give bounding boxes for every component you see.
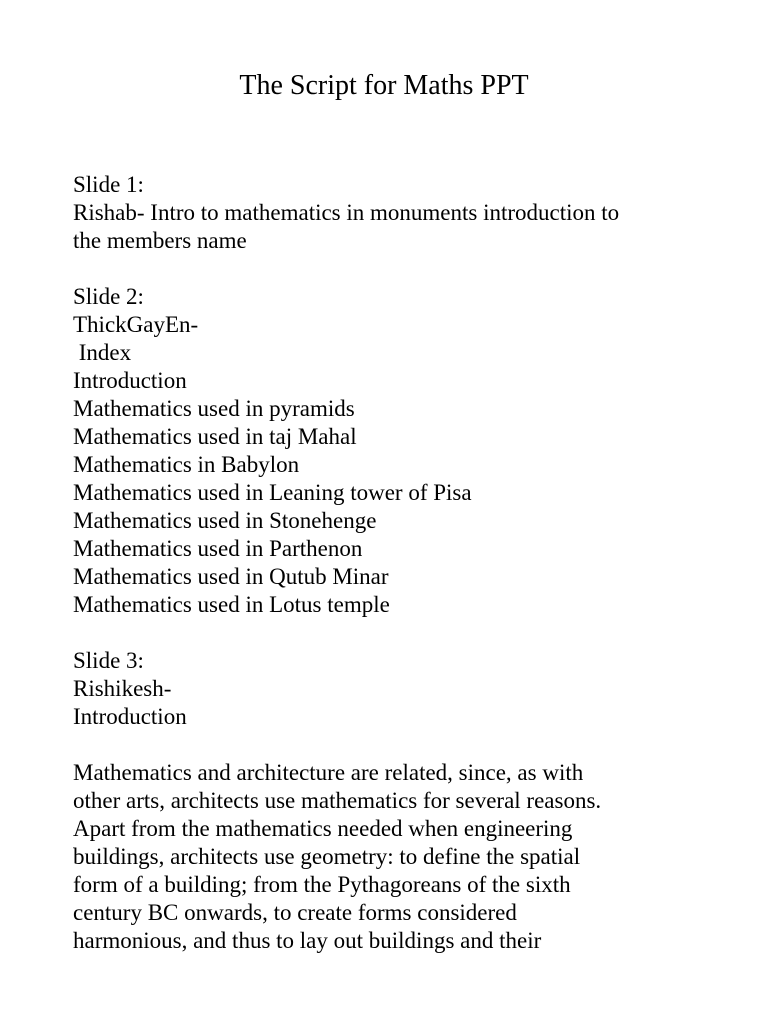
index-list-item: Mathematics used in pyramids	[73, 396, 355, 421]
paragraph-line: form of a building; from the Pythagoreans of the sixth	[73, 872, 571, 897]
paragraph-line: other arts, architects use mathematics for several reasons.	[73, 788, 602, 813]
slide-1-text-line: Rishab- Intro to mathematics in monuments introduction to	[73, 200, 620, 225]
index-list-item: Mathematics used in Parthenon	[73, 536, 363, 561]
slide-2-presenter: ThickGayEn-	[73, 312, 199, 337]
index-list-item: Mathematics used in Lotus temple	[73, 592, 390, 617]
index-list-item: Mathematics used in Qutub Minar	[73, 564, 389, 589]
blank-line	[73, 619, 713, 647]
slide-1-heading: Slide 1:	[73, 172, 144, 197]
blank-line	[73, 731, 713, 759]
slide-3-presenter: Rishikesh-	[73, 676, 172, 701]
slide-1-text-line: the members name	[73, 228, 247, 253]
index-list-item: Introduction	[73, 368, 187, 393]
paragraph-line: harmonious, and thus to lay out buildings and their	[73, 928, 542, 953]
slide-3-heading: Slide 3:	[73, 648, 144, 673]
slide-2-index-label: Index	[73, 340, 132, 365]
paragraph-line: buildings, architects use geometry: to define the spatial	[73, 844, 581, 869]
paragraph-line: century BC onwards, to create forms considered	[73, 900, 517, 925]
index-list-item: Mathematics used in taj Mahal	[73, 424, 357, 449]
slide-2-heading: Slide 2:	[73, 284, 144, 309]
paragraph-line: Mathematics and architecture are related, since, as with	[73, 760, 584, 785]
index-list-item: Mathematics used in Leaning tower of Pisa	[73, 480, 472, 505]
blank-line	[73, 255, 713, 283]
index-list-item: Mathematics used in Stonehenge	[73, 508, 377, 533]
slide-3-subheading: Introduction	[73, 704, 187, 729]
page-title: The Script for Maths PPT	[239, 70, 529, 101]
document-body	[73, 171, 713, 955]
index-list-item: Mathematics in Babylon	[73, 452, 300, 477]
paragraph-line: Apart from the mathematics needed when engineering	[73, 816, 573, 841]
